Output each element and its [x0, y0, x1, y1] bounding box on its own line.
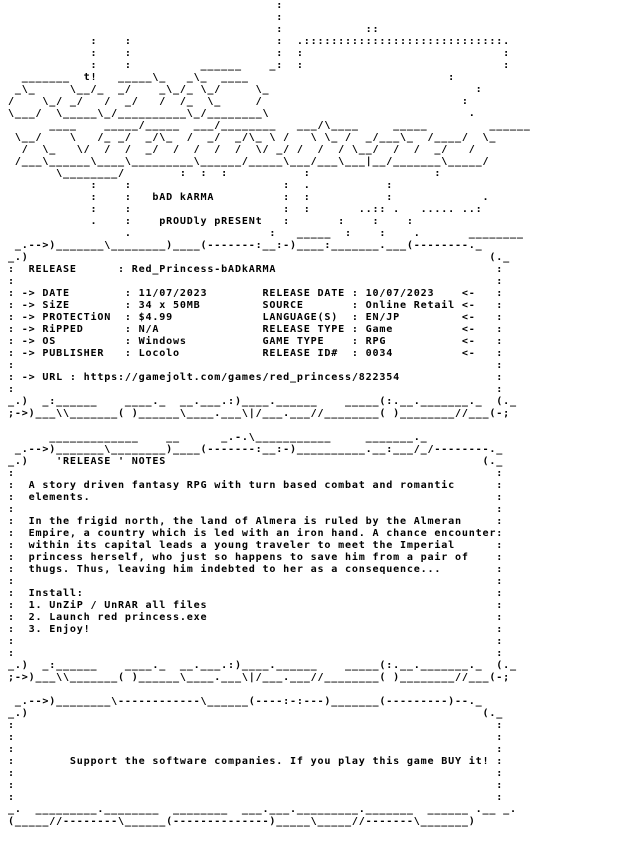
nfo-text: : : : :: : : : .:::::::::::::::::::::::::::::. : : : : : : : ______ _: : : _______ t! _____\_ _\_ ____ : _\_ \__/_ _/ _\_/_ \_/ \_ : / \_/ _/ / _/ / /_ \_ / : \___/ \_____\_/__________\_/________\ . ____ _____/_____ ___/________ ___/\____ _____ ______ \__/ \ /_ _/ _/\_ / _/ _/\_ \ / \ \_ / _/___\_ /____/ \_ / \_ \/ / / _/ / / / / \/ _/ / / / \__/ / / _/ / /___\______\____\_________\______/_____\___/___\___|__/_______\_____/ \________/ : : : : : : : : . : : : bAD kARMA : : : . : : : : ..:: . ..... ..: . : pROUDly pRESENt : : : : . : _____ : : . ________ _.-->)_______\________)____(-------:__:-)____:_______.___(--------._ _.) (._ : RELEASE : Red_Princess-bADkARMA : : : : -> DATE : 11/07/2023 RELEASE DATE : 10/07/2023 <- : : -> SiZE : 34 x 50MB SOURCE : Online Retail <- : : -> PROTECTiON : $4.99 LANGUAGE(S) : EN/JP <- : : -> RiPPED : N/A RELEASE TYPE : Game <- : : -> OS : Windows GAME TYPE : RPG <- : : -> PUBLISHER : Locolo RELEASE ID# : 0034 <- : : : : -> URL : https://gamejolt.com/games/red_princess/822354 : : : _.) _:______ ____._ __.___.:)____.______ _____(:.__._______._ (._ ;->)___\\_______( )______\____.___\|/___.___//________( )________//___(-; _____________ __ _.-.\___________ _______._ _.-->)_______\________)____(-------:__:-)__________.__:___/_/--------._ _.) 'RELEASE ' NOTES (._ : : : A story driven fantasy RPG with turn based combat and romantic : : elements. : : : : In the frigid north, the land of Almera is ruled by the Almeran : : Empire, a country which is led with an iron hand. A chance encounter: : within its capital leads a young traveler to meet the Imperial : : princess herself, who just so happens to save him from a pair of : : thugs. Thus, leaving him indebted to her as a consequence... : : : : Install: : : 1. UnZiP / UnRAR all files : : 2. Launch red princess.exe : : 3. Enjoy! : : : : : _.) _:______ ____._ __.___.:)____.______ _____(:.__._______._ (._ ;->)___\\_______( )______\____.___\|/___.___//________( )________//___(-; _.-->)________\------------\______(----:-:---)_______(---------)--._ _.) (._ : : : : : : : Support the software companies. If you play this game BUY it! : : : : : : : _. _________.________ ________ ___.___._________._______ ______ .__ _. (_____//--------\______(--------------)_____\_____//-------\_______): [8, 0, 531, 827]
